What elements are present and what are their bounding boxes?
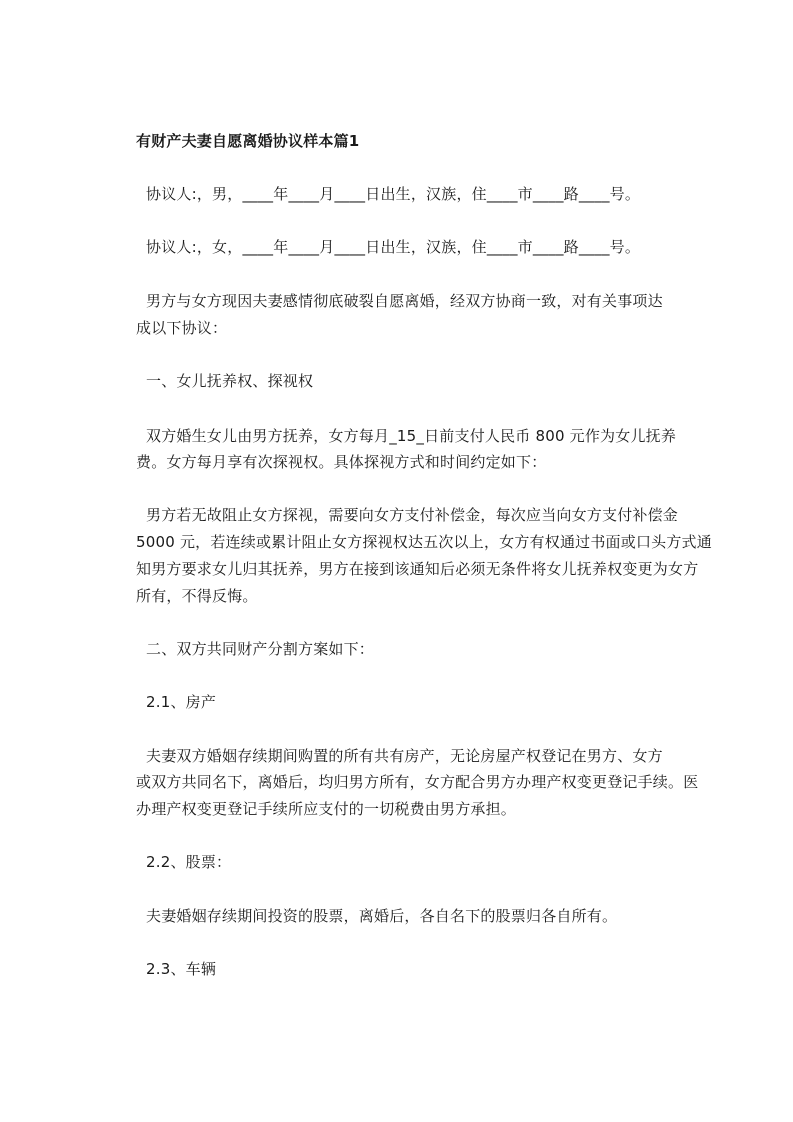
section1-heading: 一、女儿抚养权、探视权 — [146, 372, 314, 390]
section1-para1-line-2: 费。女方每月享有次探视权。具体探视方式和时间约定如下： — [136, 453, 547, 471]
s22-heading: 2.2、股票： — [146, 853, 232, 871]
party-female-line: 协议人:，女，____年____月____日出生，汉族，住____市____路____号。 — [146, 238, 641, 256]
s21-para-line-1: 夫妻双方婚姻存续期间购置的所有共有房产，无论房屋产权登记在男方、女方 — [146, 747, 663, 765]
party-male-line: 协议人:，男，____年____月____日出生，汉族，住____市____路____号。 — [146, 185, 641, 203]
document-title: 有财产夫妻自愿离婚协议样本篇1 — [136, 132, 360, 150]
s21-para-line-3: 办理产权变更登记手续所应支付的一切税费由男方承担。 — [136, 800, 517, 818]
section1-para2-line-3: 知男方要求女儿归其抚养，男方在接到该通知后必须无条件将女儿抚养权变更为女方 — [136, 560, 699, 578]
section1-para2-line-2: 5000 元，若连续或累计阻止女方探视权达五次以上，女方有权通过书面或口头方式通 — [136, 533, 712, 551]
section1-para2-line-1: 男方若无故阻止女方探视，需要向女方支付补偿金，每次应当向女方支付补偿金 — [146, 506, 679, 524]
section1-para2-line-4: 所有，不得反悔。 — [136, 587, 258, 605]
intro-line-1: 男方与女方现因夫妻感情彻底破裂自愿离婚，经双方协商一致，对有关事项达 — [146, 292, 663, 310]
s23-heading: 2.3、车辆 — [146, 960, 217, 978]
s21-heading: 2.1、房产 — [146, 693, 217, 711]
s22-para: 夫妻婚姻存续期间投资的股票，离婚后，各自名下的股票归各自所有。 — [146, 907, 618, 925]
intro-line-2: 成以下协议： — [136, 319, 228, 337]
section2-heading: 二、双方共同财产分割方案如下： — [146, 640, 375, 658]
s21-para-line-2: 或双方共同名下，离婚后，均归男方所有，女方配合男方办理产权变更登记手续。医 — [136, 773, 699, 791]
section1-para1-line-1: 双方婚生女儿由男方抚养，女方每月_15_日前支付人民币 800 元作为女儿抚养 — [146, 427, 677, 445]
